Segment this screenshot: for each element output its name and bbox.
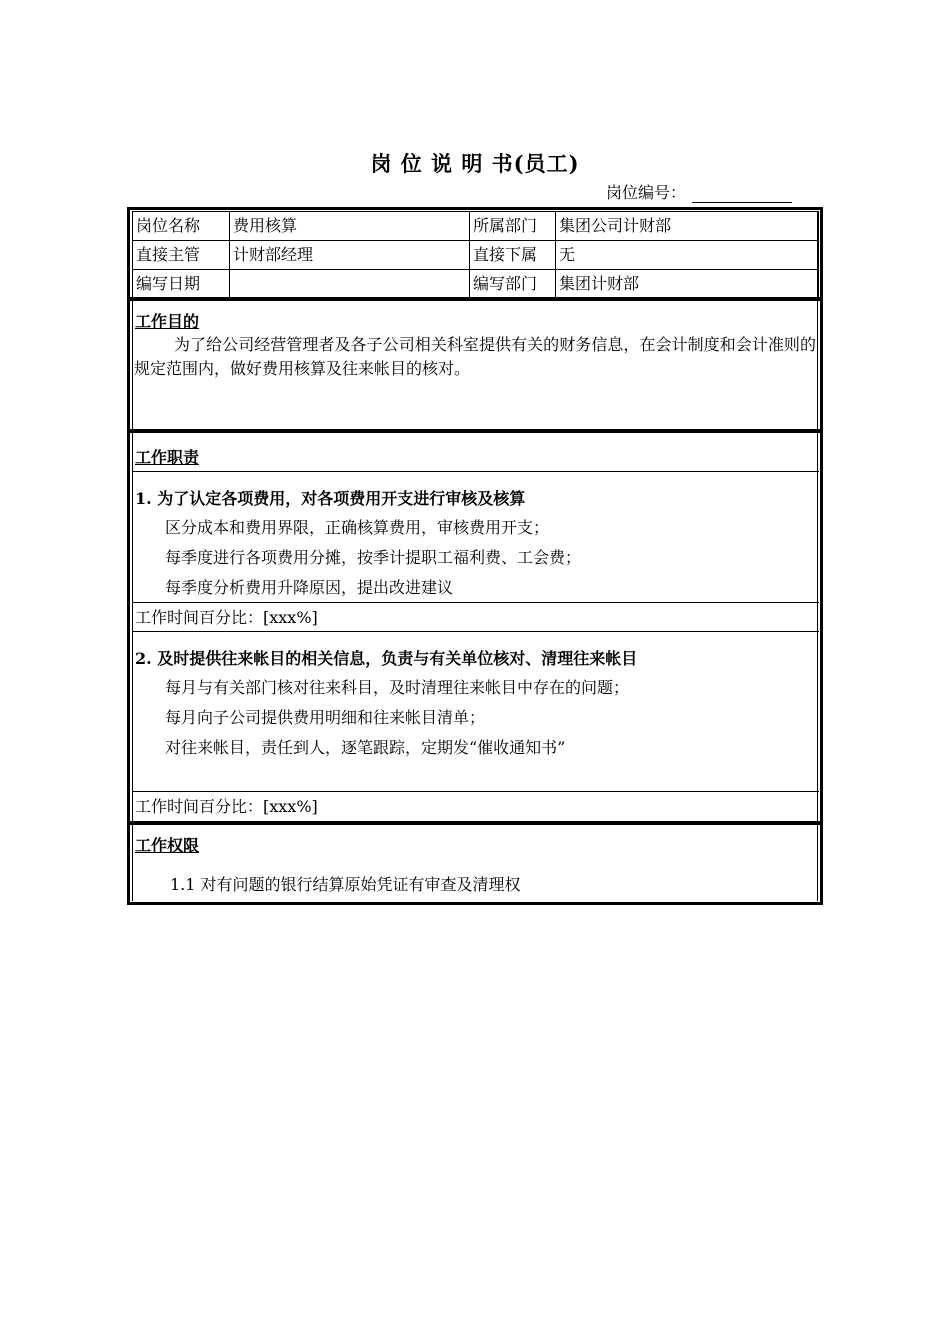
info-value: 集团计财部	[556, 270, 819, 299]
list-item	[135, 735, 565, 758]
position-number-label: 岗位编号：	[606, 183, 687, 202]
list-item	[135, 515, 549, 538]
duty-1-title: 1. 为了认定各项费用，对各项费用开支进行审核及核算	[135, 489, 526, 508]
position-number	[606, 180, 792, 203]
list-item-text: 对往来帐目，责任到人，逐笔跟踪，定期发“催收通知书”	[165, 738, 566, 757]
info-label: 编写日期	[133, 270, 230, 299]
authority-heading: 工作权限	[135, 836, 200, 855]
info-label: 直接主管	[133, 241, 230, 270]
duty-1-time-percent: 工作时间百分比：[xxx%]	[135, 608, 318, 627]
list-item-text: 区分成本和费用界限，正确核算费用，审核费用开支；	[165, 518, 550, 537]
info-row	[133, 212, 819, 241]
info-value: 无	[556, 241, 819, 270]
info-value	[230, 270, 470, 299]
duties-heading: 工作职责	[135, 448, 200, 467]
document-title: 岗 位 说 明 书(员工)	[370, 151, 580, 176]
info-value: 计财部经理	[230, 241, 470, 270]
purpose-heading: 工作目的	[135, 312, 200, 331]
row-divider	[132, 631, 819, 632]
purpose-text: 为了给公司经营管理者及各子公司相关科室提供有关的财务信息，在会计制度和会计准则的规定范围内，做好费用核算及往来帐目的核对。	[134, 335, 816, 378]
info-label: 所属部门	[470, 212, 556, 241]
info-value: 费用核算	[230, 212, 470, 241]
duty-2-time-percent: 工作时间百分比：[xxx%]	[135, 797, 318, 816]
list-item	[135, 545, 581, 568]
list-item	[135, 675, 629, 698]
info-row	[133, 270, 819, 299]
list-item-text: 每季度进行各项费用分摊，按季计提职工福利费、工会费；	[165, 548, 582, 567]
row-divider	[132, 791, 819, 792]
list-item-text: 每月与有关部门核对往来科目，及时清理往来帐目中存在的问题；	[165, 678, 630, 697]
info-value: 集团公司计财部	[556, 212, 819, 241]
list-item-text: 每季度分析费用升降原因，提出改进建议	[165, 578, 454, 597]
authority-item: 1.1 对有问题的银行结算原始凭证有审查及清理权	[170, 875, 521, 894]
section-divider	[128, 297, 820, 301]
section-divider	[128, 429, 820, 433]
position-number-blank	[692, 186, 792, 203]
info-label: 直接下属	[470, 241, 556, 270]
list-item-text: 每月向子公司提供费用明细和往来帐目清单；	[165, 708, 486, 727]
section-divider	[128, 821, 820, 825]
row-divider	[132, 471, 819, 472]
info-row	[133, 241, 819, 270]
list-item	[135, 705, 485, 728]
info-label: 岗位名称	[133, 212, 230, 241]
list-item	[135, 575, 453, 598]
info-label: 编写部门	[470, 270, 556, 299]
row-divider	[132, 602, 819, 603]
duty-2-title: 2. 及时提供往来帐目的相关信息，负责与有关单位核对、清理往来帐目	[135, 649, 638, 668]
info-table	[132, 211, 819, 299]
